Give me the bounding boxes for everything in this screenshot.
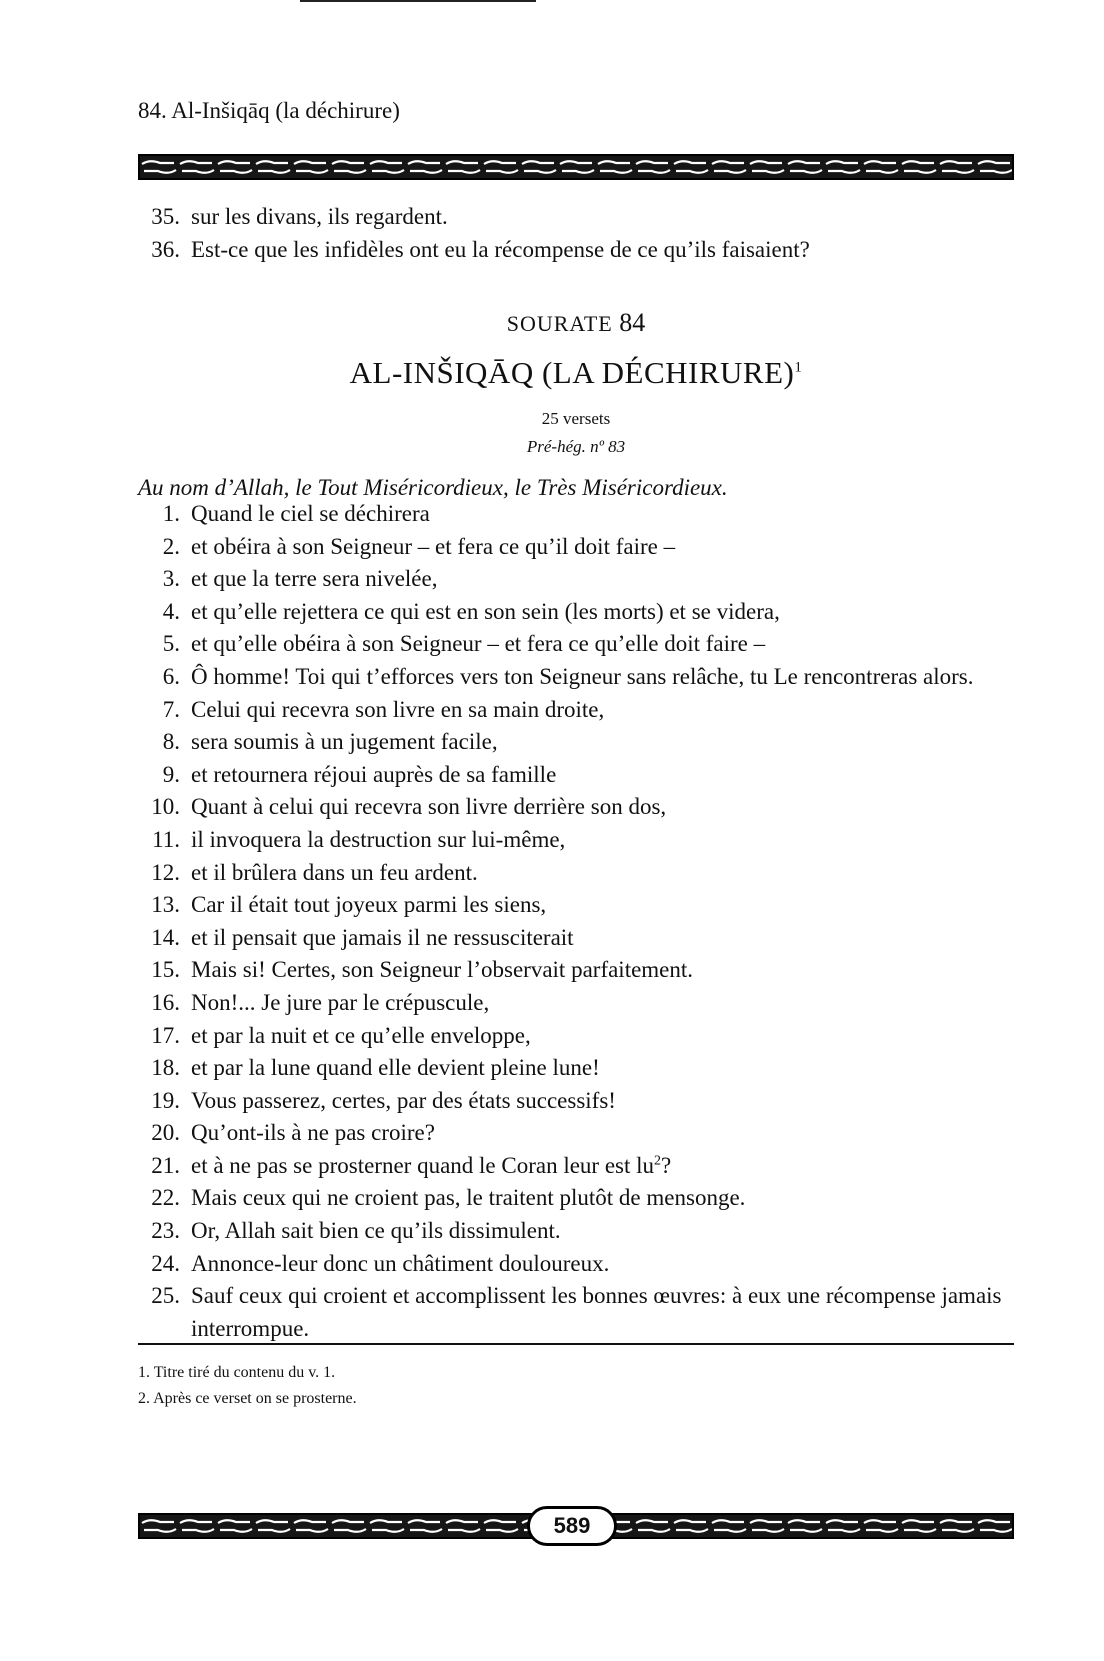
verse-number: 12. <box>151 859 180 885</box>
page-number: 589 <box>527 1506 617 1546</box>
surah-title-text: AL-INŠIQĀQ (LA DÉCHIRURE) <box>349 355 795 390</box>
verse-number: 4. <box>162 598 180 624</box>
ornamental-band-top <box>138 154 1014 180</box>
verse-number: 15. <box>151 957 180 983</box>
verse <box>138 1215 1014 1248</box>
verse-text: et par la nuit et ce qu’elle enveloppe, <box>191 1022 531 1048</box>
footnote-divider <box>138 1343 1014 1345</box>
verse-text: il invoquera la destruction sur lui-même, <box>191 826 566 852</box>
verse <box>138 987 1014 1020</box>
verse-number: 23. <box>151 1218 180 1244</box>
verse <box>138 234 1014 267</box>
verse-number: 25. <box>151 1283 180 1309</box>
verse-number: 8. <box>162 729 180 755</box>
verse-number: 10. <box>151 794 180 820</box>
verse-text: et il brûlera dans un feu ardent. <box>191 859 478 885</box>
previous-surah-verses <box>138 201 1014 266</box>
verse <box>138 889 1014 922</box>
verse-number: 3. <box>162 566 180 592</box>
verse-number: 16. <box>151 989 180 1015</box>
verse <box>138 563 1014 596</box>
verse-text: Ô homme! Toi qui t’efforces vers ton Seigneur sans relâche, tu Le rencontreras alors. <box>191 663 974 689</box>
verse-number: 35. <box>151 204 180 229</box>
verse-number: 21. <box>151 1152 180 1178</box>
verse-number: 1. <box>162 501 180 526</box>
surah-label <box>138 308 1014 338</box>
verse-count: 25 versets <box>541 409 611 428</box>
verse-text: et qu’elle rejettera ce qui est en son sein (les morts) et se videra, <box>191 598 780 624</box>
verse <box>138 726 1014 759</box>
verse-number: 7. <box>162 696 180 722</box>
verse <box>138 1150 1014 1183</box>
verse-number: 9. <box>162 761 180 787</box>
verse <box>138 1117 1014 1150</box>
verse-text: Non!... Je jure par le crépuscule, <box>191 989 490 1015</box>
surah-title <box>138 355 1014 391</box>
verse <box>138 759 1014 792</box>
verse-text: Est-ce que les infidèles ont eu la récompense de ce qu’ils faisaient? <box>191 236 810 262</box>
verse-text: sera soumis à un jugement facile, <box>191 729 498 755</box>
chronology-note: Pré-hég. nº 83 <box>526 437 626 456</box>
verse <box>138 628 1014 661</box>
verse-text: et retournera réjoui auprès de sa famille <box>191 761 557 787</box>
surah-number: 84 <box>619 308 646 337</box>
verse-number: 2. <box>162 533 180 559</box>
verse-text: Celui qui recevra son livre en sa main droite, <box>191 696 605 722</box>
verse <box>138 791 1014 824</box>
verse <box>138 922 1014 955</box>
verse-number: 17. <box>151 1022 180 1048</box>
verse <box>138 1248 1014 1281</box>
verse <box>138 954 1014 987</box>
verse <box>138 531 1014 564</box>
verse <box>138 201 1014 234</box>
verse <box>138 1020 1014 1053</box>
footnote-ref: 2 <box>654 1153 662 1169</box>
verse-number: 19. <box>151 1087 180 1113</box>
verse-text: et il pensait que jamais il ne ressusciterait <box>191 924 574 950</box>
verse-number: 22. <box>151 1185 180 1211</box>
verse <box>138 1280 1014 1345</box>
verse-text <box>191 1150 1014 1183</box>
verse <box>138 661 1014 694</box>
verse-number: 11. <box>152 826 180 852</box>
ornament-pattern <box>140 156 1012 178</box>
verse <box>138 1085 1014 1118</box>
verse-number: 18. <box>151 1055 180 1081</box>
verse-text: Car il était tout joyeux parmi les siens, <box>191 892 547 918</box>
scan-edge-line <box>300 0 536 2</box>
verse-text: et que la terre sera nivelée, <box>191 566 438 592</box>
verse <box>138 824 1014 857</box>
running-header: 84. Al-Inšiqāq (la déchirure) <box>138 98 400 123</box>
verse-number: 6. <box>162 663 180 689</box>
verse-text: et qu’elle obéira à son Seigneur – et fera ce qu’elle doit faire – <box>191 631 766 657</box>
verse-text: Qu’ont-ils à ne pas croire? <box>191 1120 435 1146</box>
verse-number: 14. <box>151 924 180 950</box>
verse <box>138 694 1014 727</box>
verse-text: Mais ceux qui ne croient pas, le traitent plutôt de mensonge. <box>191 1185 746 1211</box>
verse-text-tail: ? <box>661 1152 672 1178</box>
verse-text: Or, Allah sait bien ce qu’ils dissimulent. <box>191 1218 561 1244</box>
verse-text: et par la lune quand elle devient pleine lune! <box>191 1055 600 1081</box>
footnote: 2. Après ce verset on se prosterne. <box>138 1390 357 1407</box>
surah-label-word: SOURATE <box>506 311 613 336</box>
footnote-ref: 1 <box>794 359 803 376</box>
verse-number: 13. <box>151 892 180 918</box>
verse-number: 24. <box>151 1250 180 1276</box>
verse-text: sur les divans, ils regardent. <box>191 204 448 229</box>
verse-text: et obéira à son Seigneur – et fera ce qu’il doit faire – <box>191 533 676 559</box>
surah-verses <box>138 498 1014 1345</box>
verse-text: Quant à celui qui recevra son livre derrière son dos, <box>191 794 667 820</box>
verse-number: 5. <box>162 631 180 657</box>
verse-text: Quand le ciel se déchirera <box>191 501 430 526</box>
verse-number: 20. <box>151 1120 180 1146</box>
verse <box>138 498 1014 531</box>
verse-text: Vous passerez, certes, par des états successifs! <box>191 1087 616 1113</box>
verse <box>138 596 1014 629</box>
verse-text-main: et à ne pas se prosterner quand le Coran leur est lu <box>191 1152 655 1178</box>
verse <box>138 1052 1014 1085</box>
verse-text: Mais si! Certes, son Seigneur l’observait parfaitement. <box>191 957 694 983</box>
verse-number: 36. <box>151 236 180 262</box>
verse-text: Annonce-leur donc un châtiment douloureux. <box>191 1250 610 1276</box>
footnote: 1. Titre tiré du contenu du v. 1. <box>138 1364 336 1381</box>
verse-text: Sauf ceux qui croient et accomplissent les bonnes œuvres: à eux une récompense jamais interrompue. <box>191 1283 1002 1341</box>
verse <box>138 857 1014 890</box>
verse <box>138 1182 1014 1215</box>
basmala: Au nom d’Allah, le Tout Miséricordieux, le Très Miséricordieux. <box>138 475 728 500</box>
